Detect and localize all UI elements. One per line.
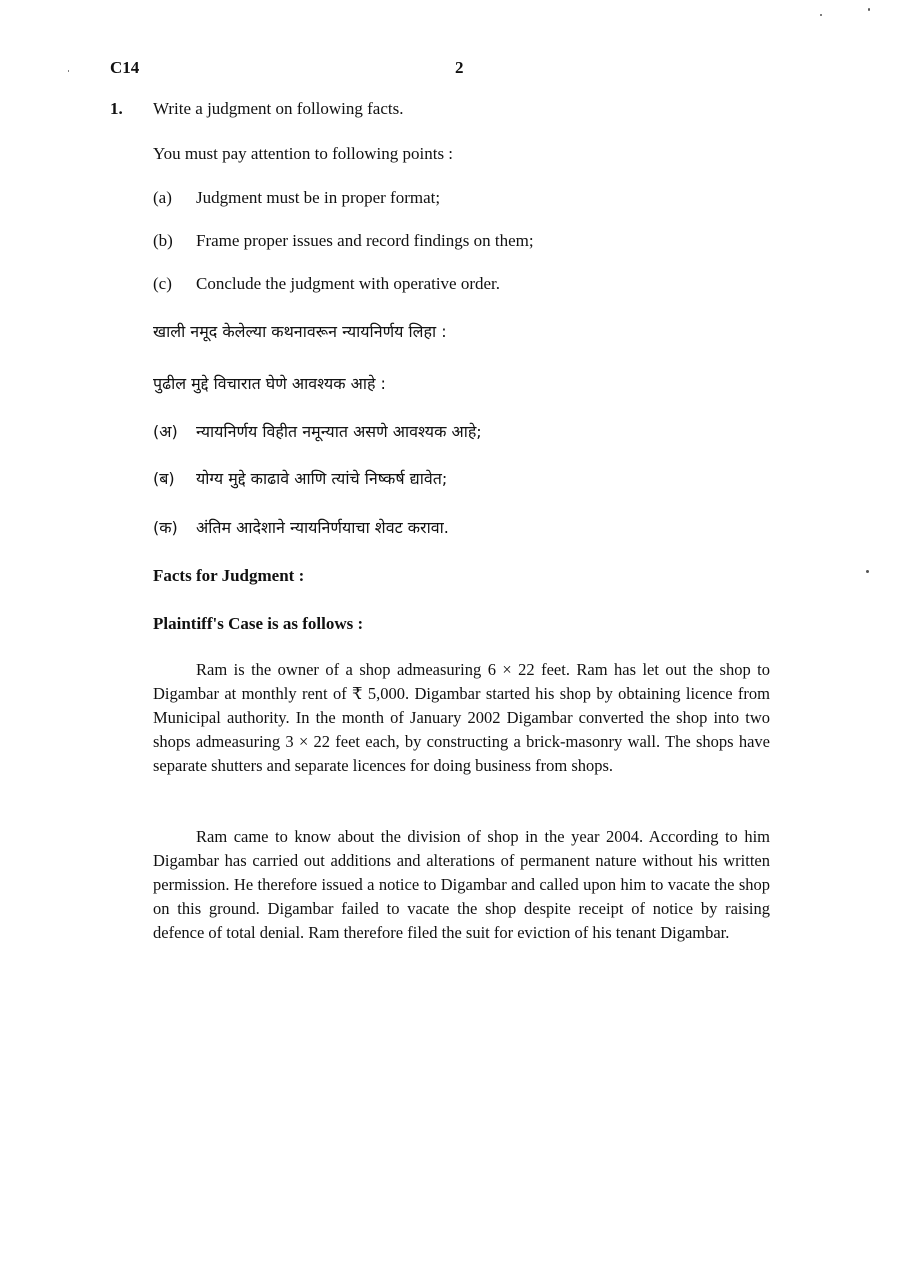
point-text-c: Conclude the judgment with operative order. [196,274,501,293]
facts-heading: Facts for Judgment : [153,566,305,585]
scan-speck [820,14,822,16]
marathi-point-label-a: (अ) [153,422,178,441]
marathi-point-text-a: न्यायनिर्णय विहीत नमून्यात असणे आवश्यक आहे; [196,422,482,441]
question-number: 1. [110,99,123,118]
facts-paragraph-1: Ram is the owner of a shop admeasuring 6 × 22 feet. Ram has let out the shop to Digambar at monthly rent of ₹ 5,000. Digambar started his shop by obtaining licence from Municipal authority. In the month of January 2002 Digambar converted the shop into two shops admeasuring 3 × 22 feet each, by constructing a brick-masonry wall. The shops have separate shutters and separate licences for doing business from shops. [153,660,770,775]
question-instruction: Write a judgment on following facts. [153,99,404,118]
point-label-b: (b) [153,231,173,250]
marathi-point-text-b: योग्य मुद्दे काढावे आणि त्यांचे निष्कर्ष द्यावेत; [196,469,448,488]
scan-speck [68,70,69,72]
marathi-points-intro: पुढील मुद्दे विचारात घेणे आवश्यक आहे : [153,374,386,393]
page-number: 2 [455,58,464,77]
marathi-instruction: खाली नमूद केलेल्या कथनावरून न्यायनिर्णय लिहा : [153,322,447,341]
points-intro: You must pay attention to following points : [153,144,454,163]
scan-speck [866,570,869,573]
scan-speck [868,8,870,11]
point-text-b: Frame proper issues and record findings on them; [196,231,534,250]
marathi-point-text-c: अंतिम आदेशाने न्यायनिर्णयाचा शेवट करावा. [196,518,449,537]
marathi-point-label-b: (ब) [153,469,175,488]
paper-code: C14 [110,58,140,77]
marathi-point-label-c: (क) [153,518,178,537]
point-text-a: Judgment must be in proper format; [196,188,441,207]
point-label-a: (a) [153,188,172,207]
facts-paragraph-2: Ram came to know about the division of shop in the year 2004. According to him Digambar has carried out additions and alterations of permanent nature without his written permission. He therefore issued a notice to Digambar and called upon him to vacate the shop on this ground. Digambar failed to vacate the shop despite receipt of notice by raising defence of total denial. Ram therefore filed the suit for eviction of his tenant Digambar. [153,827,770,942]
plaintiff-heading: Plaintiff's Case is as follows : [153,614,364,633]
point-label-c: (c) [153,274,172,293]
